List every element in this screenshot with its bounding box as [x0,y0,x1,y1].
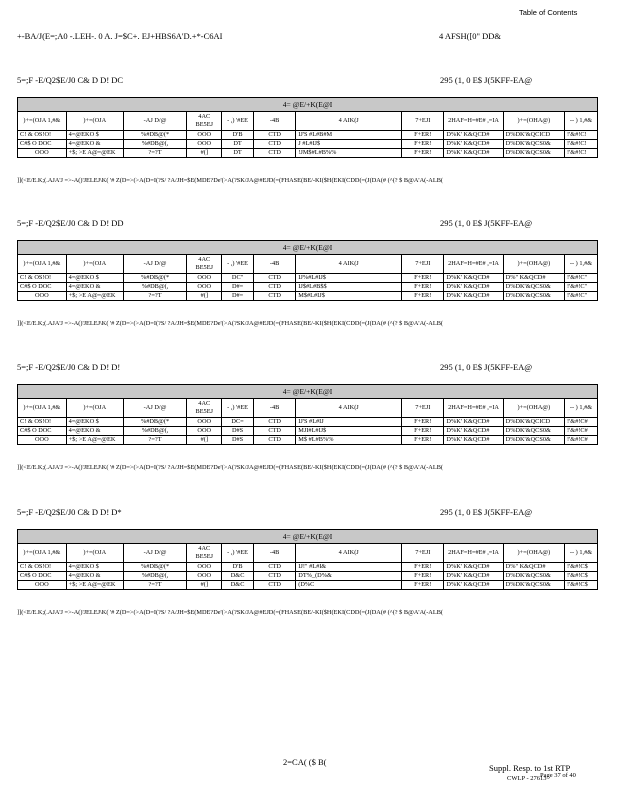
section-reference: 295 (1, 0 E$ J(5KFF-EA@ [440,362,533,372]
column-header: )+=(OHA@) [503,544,564,563]
table-cell: IJ$#L#B$$ [296,283,402,292]
table-cell: CTD [253,563,295,572]
table-cell: ?=?T [123,436,186,445]
table-cell: !'&#!C$ [565,581,598,590]
table-cell: IJ'S #L#B#M [296,131,402,140]
table-cell: D%" K&QCD# [503,274,564,283]
column-header: 2HAF=H=#E# ,=IA [444,399,503,418]
table-cell: F+ER! [402,274,444,283]
table-row [18,149,598,158]
table-cell: IJ%#L#IJ$ [296,274,402,283]
column-header: -AJ D/@ [123,399,186,418]
table-row [18,572,598,581]
column-header: 4 AIK(J [296,544,402,563]
table-cell: C#$ O DOC [18,572,67,581]
table-cell: 4=@EKO & [66,572,123,581]
table-cell: OOO [187,427,222,436]
table-cell: D%K' K&QCD# [444,283,503,292]
table-cell: 4=@EKO $ [66,274,123,283]
table-cell: %#DB@(* [123,418,186,427]
table-caption: 4= @E/+K(E@I [18,530,598,544]
table-cell: CTD [253,131,295,140]
column-header: -- ) 1,#& [565,544,598,563]
section-title: 5=;F -E/Q2$E/J0 C& D D! D* [17,507,122,517]
table-cell: D%K' K&QCD# [444,581,503,590]
table-cell: D%K' K&QCD# [444,140,503,149]
table-cell: OOO [18,292,67,301]
table-cell: #(] [187,436,222,445]
table-row [18,427,598,436]
column-header: 4 AIK(J [296,399,402,418]
table-cell: !'&#!C" [565,292,598,301]
table-cell: C#$ O DOC [18,427,67,436]
table-footnote: ]](<E/E.K;(.AJA'J =>-A()'JELEJ\K( '# Z(D=>(>A(D=I(?S/ ?A/JH=$E(MDE?De'(>A(?SK/JA@#EJD(=(FHASE(BE/-KI($H(EKI(CDD(=(J(DA(# (^(? $ B@A'A(-ALB( [17,320,443,327]
table-cell: OOO [187,274,222,283]
table-cell: %#DB@(* [123,131,186,140]
table-cell: %#DB@(* [123,563,186,572]
column-header: 7+EJI [402,255,444,274]
table-cell: D%DK'&QCS0& [503,427,564,436]
section-reference: 295 (1, 0 E$ J(5KFF-EA@ [440,75,533,85]
column-header: - ,) '#EE [222,255,254,274]
table-cell: C! & OS!O! [18,131,67,140]
column-header: )+=(OJA 1,#& [18,255,67,274]
table-cell: D%K' K&QCD# [444,131,503,140]
table-cell: +$; >E A@=@EK [66,581,123,590]
column-header: -4B [253,544,295,563]
table-cell: OOO [187,563,222,572]
table-cell: D%K' K&QCD# [444,572,503,581]
table-cell: C#$ O DOC [18,140,67,149]
table-cell: D%DK'&QCS0& [503,140,564,149]
table-cell: D%K' K&QCD# [444,149,503,158]
table-cell: !'&#!C$ [565,572,598,581]
data-table [17,529,598,590]
table-cell: D&C [222,581,254,590]
column-header: -4B [253,112,295,131]
table-cell: %#DB@(, [123,572,186,581]
table-row [18,274,598,283]
table-cell: OOO [187,131,222,140]
table-cell: !'&#!C" [565,283,598,292]
table-cell: 4=@EKO & [66,283,123,292]
column-header: - ,) '#EE [222,544,254,563]
column-header: 4 AIK(J [296,112,402,131]
table-cell: +$; >E A@=@EK [66,292,123,301]
column-header: 2HAF=H=#E# ,=IA [444,112,503,131]
table-cell: (D%C [296,581,402,590]
table-cell: D%DK'&QCS0& [503,292,564,301]
table-cell: F+ER! [402,581,444,590]
column-header: -4B [253,255,295,274]
document-header-right: 4 AFSH([0" DD& [439,31,502,41]
table-row [18,418,598,427]
table-cell: !'&#!C# [565,418,598,427]
table-cell: CTD [253,572,295,581]
table-caption: 4= @E/+K(E@I [18,241,598,255]
table-cell: %#DB@(* [123,274,186,283]
column-header: 7+EJI [402,544,444,563]
table-cell: D%DK'&QCS0& [503,581,564,590]
table-cell: CTD [253,436,295,445]
column-header: - ,) '#EE [222,112,254,131]
table-cell: D%K' K&QCD# [444,427,503,436]
table-cell: OOO [187,572,222,581]
column-header: )+=(OHA@) [503,399,564,418]
table-cell: D%K' K&QCD# [444,418,503,427]
table-cell: D%K' K&QCD# [444,436,503,445]
table-cell: OOO [187,418,222,427]
table-of-contents-link[interactable]: Table of Contents [519,8,578,17]
table-cell: CTD [253,140,295,149]
table-cell: %#DB@(, [123,283,186,292]
column-header: )+=(OHA@) [503,112,564,131]
footer-page-number: Page 37 of 40 [540,772,576,779]
column-header: )+=(OHA@) [503,255,564,274]
table-cell: CTD [253,427,295,436]
column-header: 4AC BE5EJ [187,544,222,563]
data-table [17,384,598,445]
table-cell: D%DK'&QCS0& [503,149,564,158]
column-header: 2HAF=H=#E# ,=IA [444,255,503,274]
column-header: 4AC BE5EJ [187,255,222,274]
section-reference: 295 (1, 0 E$ J(5KFF-EA@ [440,507,533,517]
column-header: -4B [253,399,295,418]
table-cell: D%DK'&QCICD [503,418,564,427]
table-cell: D%DK'&QCS0& [503,283,564,292]
table-cell: 4=@EKO $ [66,131,123,140]
table-cell: !'&#!C! [565,131,598,140]
section-title: 5=;F -E/Q2$E/J0 C& D D! DD [17,218,124,228]
table-cell: D&C [222,572,254,581]
table-row [18,292,598,301]
table-cell: !'&#!C" [565,274,598,283]
table-cell: CTD [253,283,295,292]
column-header: )+=(OJA [66,544,123,563]
table-caption: 4= @E/+K(E@I [18,385,598,399]
table-cell: C! & OS!O! [18,418,67,427]
table-row [18,283,598,292]
table-cell: #(] [187,149,222,158]
table-cell: CTD [253,274,295,283]
column-header: 7+EJI [402,399,444,418]
data-table [17,240,598,301]
table-cell: !JM$#L#B%% [296,149,402,158]
table-cell: %#DB@(, [123,140,186,149]
table-row [18,563,598,572]
table-cell: F+ER! [402,418,444,427]
column-header: 7+EJI [402,112,444,131]
table-cell: C#$ O DOC [18,283,67,292]
footer-document-title: Suppl. Resp. to 1st RTP [489,763,571,773]
table-cell: M$ #L#B%% [296,436,402,445]
table-cell: DT [222,149,254,158]
table-footnote: ]](<E/E.K;(.AJA'J =>-A()'JELEJ\K( '# Z(D=>(>A(D=I(?S/ ?A/JH=$E(MDE?De'(>A(?SK/JA@#EJD(=(FHASE(BE/-KI($H(EKI(CDD(=(J(DA(# (^(? $ B@A'A(-ALB( [17,177,443,184]
column-header: )+=(OJA 1,#& [18,544,67,563]
table-row [18,436,598,445]
table-cell: F+ER! [402,572,444,581]
column-header: -AJ D/@ [123,255,186,274]
table-cell: D'B [222,563,254,572]
column-header: 4 AIK(J [296,255,402,274]
table-cell: D#S [222,427,254,436]
column-header: )+=(OJA 1,#& [18,112,67,131]
table-cell: #(] [187,581,222,590]
column-header: -- ) 1,#& [565,112,598,131]
table-cell: IJ'S #L#IJ [296,418,402,427]
table-cell: MJI#L#IJ$ [296,427,402,436]
column-header: - ,) '#EE [222,399,254,418]
table-cell: C! & OS!O! [18,274,67,283]
column-header: )+=(OJA 1,#& [18,399,67,418]
table-cell: +$; >E A@=@EK [66,436,123,445]
table-cell: J #L#IJ$ [296,140,402,149]
table-cell: F+ER! [402,149,444,158]
section-reference: 295 (1, 0 E$ J(5KFF-EA@ [440,218,533,228]
table-cell: !'&#!C! [565,140,598,149]
column-header: -AJ D/@ [123,112,186,131]
table-cell: CTD [253,149,295,158]
table-cell: M$#L#IJ$ [296,292,402,301]
section-title: 5=;F -E/Q2$E/J0 C& D D! D! [17,362,121,372]
table-cell: OOO [187,283,222,292]
table-cell: C! & OS!O! [18,563,67,572]
table-cell: F+ER! [402,292,444,301]
table-cell: !'&#!C# [565,436,598,445]
table-cell: F+ER! [402,436,444,445]
table-cell: DT%_(D%& [296,572,402,581]
table-cell: !'&#!C$ [565,563,598,572]
table-cell: 4=@EKO $ [66,418,123,427]
table-cell: OOO [18,436,67,445]
document-header-left: +-BA/J(E=;A0 -.LEH-. 0 A. J=$C+. EJ+HBS6A'D.+*-C6AI [17,31,223,41]
column-header: )+=(OJA [66,399,123,418]
table-cell: 4=@EKO $ [66,563,123,572]
table-footnote: ]](<E/E.K;(.AJA'J =>-A()'JELEJ\K( '# Z(D=>(>A(D=I(?S/ ?A/JH=$E(MDE?De'(>A(?SK/JA@#EJD(=(FHASE(BE/-KI($H(EKI(CDD(=(J(DA(# (^(? $ B@A'A(-ALB( [17,464,443,471]
table-cell: D'B [222,131,254,140]
table-cell: F+ER! [402,140,444,149]
table-cell: D#= [222,292,254,301]
column-header: -AJ D/@ [123,544,186,563]
table-cell: D%K' K&QCD# [444,292,503,301]
column-header: 4AC BE5EJ [187,399,222,418]
table-caption: 4= @E/+K(E@I [18,98,598,112]
footer-center-label: 2=CA( ($ B( [283,757,327,767]
table-cell: DC" [222,274,254,283]
table-cell: !'&#!C# [565,427,598,436]
table-row [18,131,598,140]
table-cell: IJ!" #L#I& [296,563,402,572]
table-cell: D%K' K&QCD# [444,563,503,572]
table-cell: D%K' K&QCD# [444,274,503,283]
table-cell: CTD [253,292,295,301]
column-header: -- ) 1,#& [565,255,598,274]
table-row [18,140,598,149]
table-cell: #(] [187,292,222,301]
table-cell: ?=?T [123,292,186,301]
table-cell: ?=?T [123,149,186,158]
table-cell: +$; >E A@=@EK [66,149,123,158]
data-table [17,97,598,158]
table-cell: F+ER! [402,131,444,140]
table-cell: ?=?T [123,581,186,590]
table-cell: DC= [222,418,254,427]
table-cell: D#S [222,436,254,445]
table-cell: 4=@EKO & [66,140,123,149]
table-cell: F+ER! [402,563,444,572]
table-cell: DT [222,140,254,149]
table-cell: D%DK'&QCS0& [503,572,564,581]
footer-bates-number: CWLP - 27613 [507,775,547,782]
table-cell: D%" K&QCD# [503,563,564,572]
table-cell: F+ER! [402,283,444,292]
table-cell: CTD [253,581,295,590]
table-cell: CTD [253,418,295,427]
table-cell: OOO [18,149,67,158]
column-header: )+=(OJA [66,112,123,131]
column-header: 4AC BE5EJ [187,112,222,131]
table-cell: D#= [222,283,254,292]
column-header: 2HAF=H=#E# ,=IA [444,544,503,563]
table-cell: !'&#!C! [565,149,598,158]
table-cell: OOO [187,140,222,149]
table-cell: D%DK'&QCS0& [503,436,564,445]
table-cell: F+ER! [402,427,444,436]
column-header: )+=(OJA [66,255,123,274]
column-header: -- ) 1,#& [565,399,598,418]
table-cell: OOO [18,581,67,590]
table-row [18,581,598,590]
section-title: 5=;F -E/Q2$E/J0 C& D D! DC [17,75,124,85]
table-cell: %#DB@(, [123,427,186,436]
table-footnote: ]](<E/E.K;(.AJA'J =>-A()'JELEJ\K( '# Z(D=>(>A(D=I(?S/ ?A/JH=$E(MDE?De'(>A(?SK/JA@#EJD(=(FHASE(BE/-KI($H(EKI(CDD(=(J(DA(# (^(? $ B@A'A(-ALB( [17,609,443,616]
table-cell: D%DK'&QCICD [503,131,564,140]
table-cell: 4=@EKO & [66,427,123,436]
